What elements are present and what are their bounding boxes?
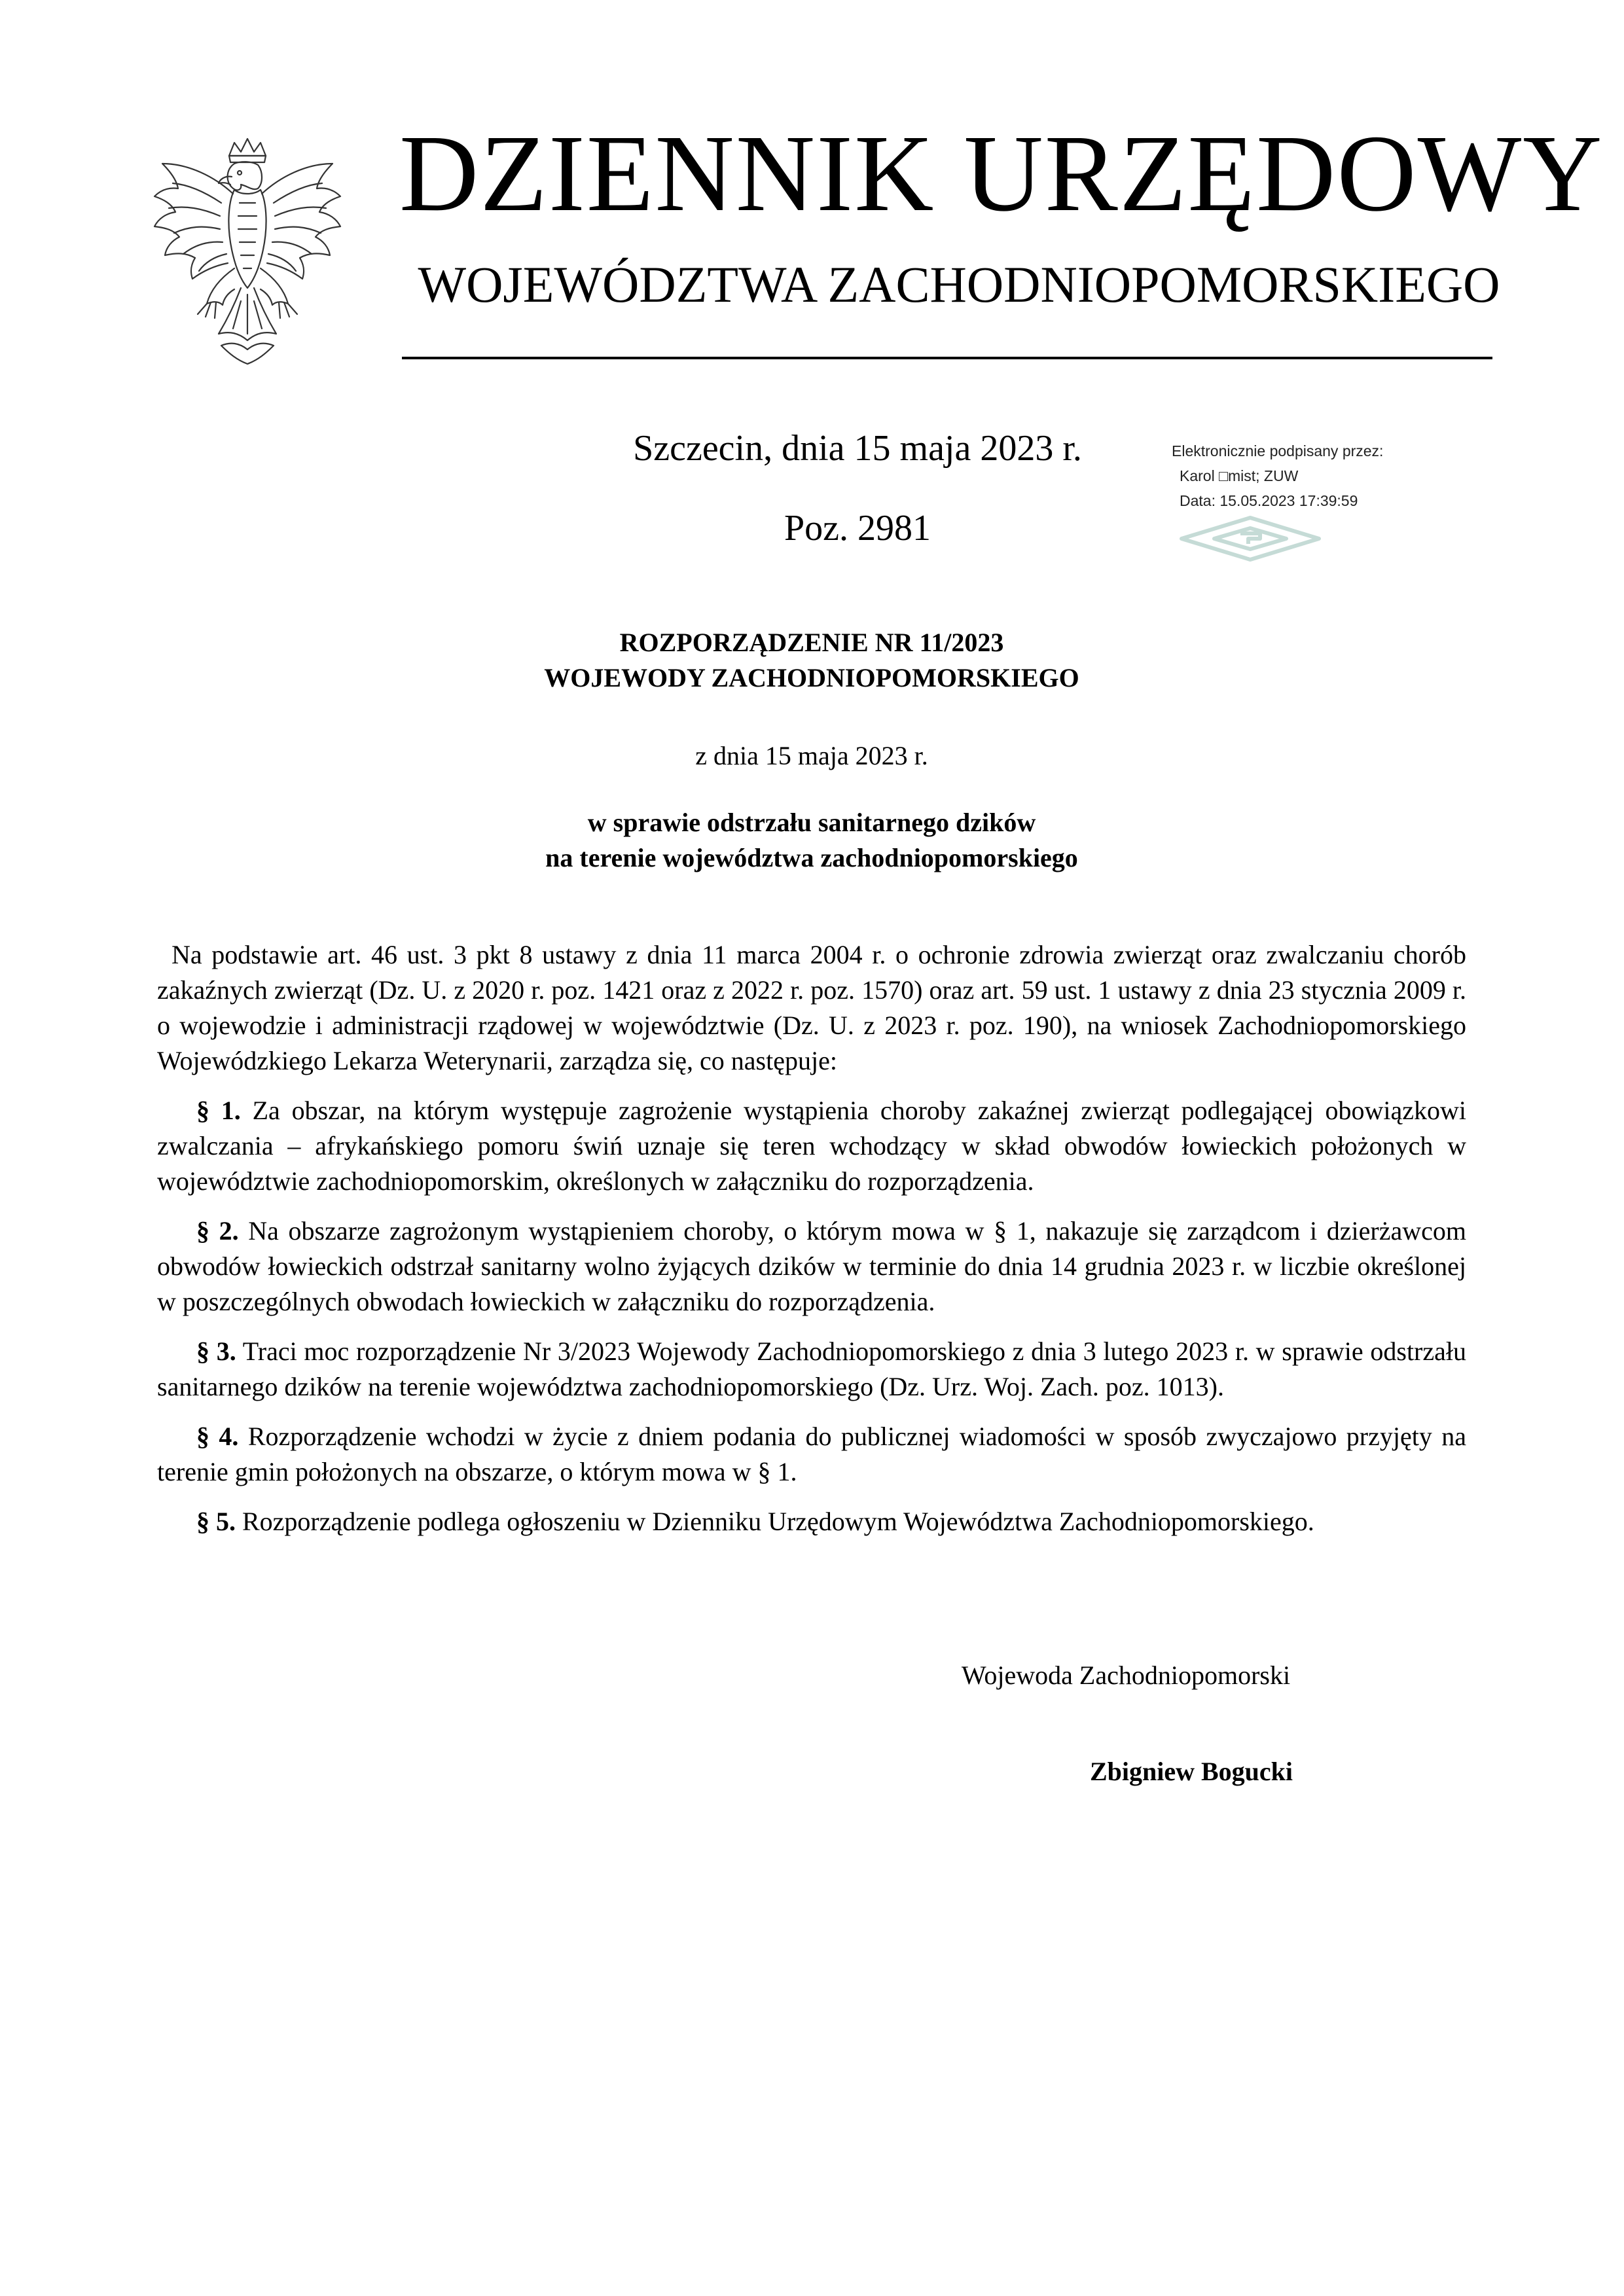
journal-subtitle: WOJEWÓDZTWA ZACHODNIOPOMORSKIEGO — [418, 256, 1500, 313]
paragraph-text: Za obszar, na którym występuje zagrożenie wystąpienia choroby zakaźnej zwierząt podlegającej obowiązkowi zwalczania – afrykańskiego pomoru świń uznaje się teren wchodzący w skład obwodów łowieckich położonych w województwie zachodniopomorskim, określonych w załączniku do rozporządzenia. — [157, 1096, 1467, 1196]
regulation-subject-line1: w sprawie odstrzału sanitarnego dzików — [587, 808, 1036, 837]
paragraph-3 — [157, 1334, 1466, 1405]
e-signature-date: Data: 15.05.2023 17:39:59 — [1180, 492, 1358, 509]
regulation-subject — [157, 805, 1466, 876]
signer-name: Zbigniew Bogucki — [1089, 1757, 1293, 1786]
position-number: Poz. 2981 — [784, 508, 931, 548]
paragraph-4 — [157, 1419, 1466, 1490]
regulation-title-line1: ROZPORZĄDZENIE NR 11/2023 — [619, 628, 1004, 657]
paragraph-text: Rozporządzenie wchodzi w życie z dniem podania do publicznej wiadomości w sposób zwyczajowo przyjęty na terenie gmin położonych na obszarze, o którym mowa w § 1. — [157, 1422, 1467, 1486]
signature-mark-icon — [1175, 514, 1326, 563]
e-signature-label: Elektronicznie podpisany przez: — [1172, 442, 1384, 459]
e-signature-signer: Karol □mist; ZUW — [1180, 467, 1299, 484]
paragraph-5 — [157, 1504, 1466, 1539]
paragraph-text: Traci moc rozporządzenie Nr 3/2023 Wojewody Zachodniopomorskiego z dnia 3 lutego 2023 r. w sprawie odstrzału sanitarnego dzików na terenie województwa zachodniopomorskiego (Dz. Urz. Woj. Zach. poz. 1013). — [157, 1336, 1466, 1401]
paragraph-text: Rozporządzenie podlega ogłoszeniu w Dzienniku Urzędowym Województwa Zachodniopomorskiego. — [242, 1507, 1314, 1536]
header-divider — [402, 357, 1492, 359]
paragraph-text: Na obszarze zagrożonym wystąpieniem choroby, o którym mowa w § 1, nakazuje się zarządcom i dzierżawcom obwodów łowieckich odstrzał sanitarny wolno żyjących dzików w terminie do dnia 14 grudnia 2023 r. w liczbie określonej w poszczególnych obwodach łowieckich w załączniku do rozporządzenia. — [157, 1216, 1467, 1316]
paragraph-number: § 5. — [196, 1507, 236, 1536]
paragraph-number: § 3. — [196, 1336, 236, 1366]
paragraph-number: § 1. — [196, 1096, 241, 1125]
electronic-signature-block — [1172, 439, 1447, 513]
place-and-date: Szczecin, dnia 15 maja 2023 r. — [633, 428, 1082, 469]
legal-basis-paragraph: Na podstawie art. 46 ust. 3 pkt 8 ustawy z dnia 11 marca 2004 r. o ochronie zdrowia zwierząt oraz zwalczaniu chorób zakaźnych zwierząt (Dz. U. z 2020 r. poz. 1421 oraz z 2022 r. poz. 1570) oraz art. 59 ust. 1 ustawy z dnia 23 stycznia 2009 r. o wojewodzie i administracji rządowej w województwie (Dz. U. z 2023 r. poz. 190), na wniosek Zachodniopomorskiego Wojewódzkiego Lekarza Weterynarii, zarządza się, co następuje: — [157, 940, 1466, 1075]
paragraph-1 — [157, 1093, 1466, 1199]
paragraph-number: § 4. — [196, 1422, 239, 1451]
paragraph-number: § 2. — [196, 1216, 239, 1246]
regulation-title — [157, 625, 1466, 696]
polish-eagle-emblem-icon — [143, 137, 352, 367]
regulation-body — [157, 937, 1466, 1554]
regulation-subject-line2: na terenie województwa zachodniopomorskiego — [545, 843, 1078, 872]
paragraph-2 — [157, 1213, 1466, 1319]
regulation-date: z dnia 15 maja 2023 r. — [695, 741, 928, 770]
signer-title: Wojewoda Zachodniopomorski — [961, 1660, 1291, 1690]
regulation-title-line2: WOJEWODY ZACHODNIOPOMORSKIEGO — [544, 663, 1079, 692]
journal-title: DZIENNIK URZĘDOWY — [399, 113, 1604, 234]
